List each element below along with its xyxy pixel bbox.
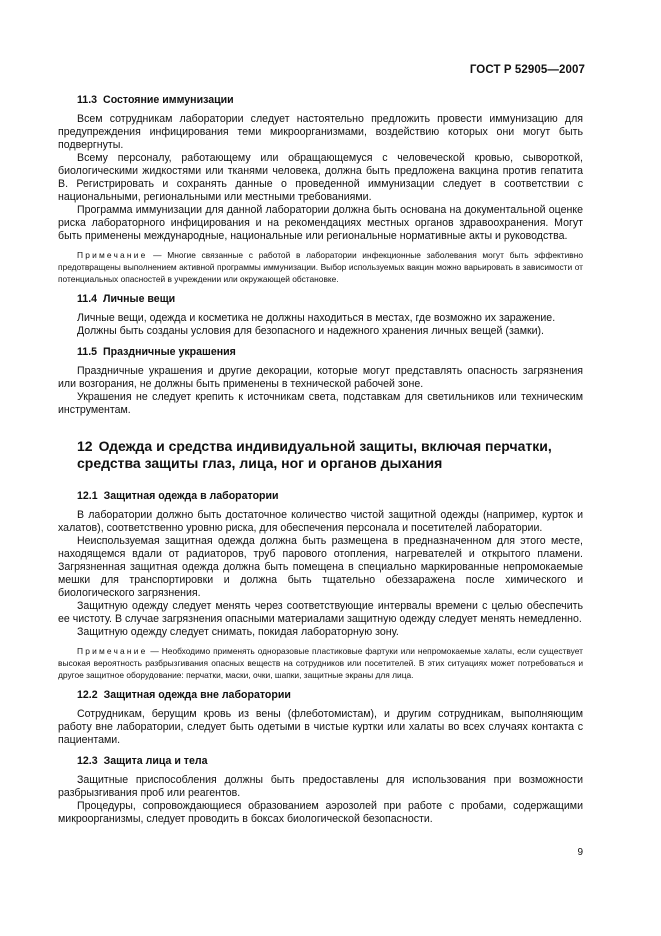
section-number: 11.5	[77, 346, 98, 358]
section-title: Защита лица и тела	[103, 755, 208, 767]
section-number: 12.1	[77, 490, 98, 502]
paragraph: Защитные приспособления должны быть предоставлены для использования при возможности разбрызгивания проб или реагентов.	[58, 774, 583, 799]
page-content	[58, 94, 583, 826]
section-title-line: Одежда и средства индивидуальной защиты, включая перчатки,	[98, 438, 552, 454]
paragraph: Должны быть созданы условия для безопасного и надежного хранения личных вещей (замки).	[77, 325, 545, 337]
note	[58, 249, 583, 285]
section-12-1-heading	[58, 490, 583, 503]
page-number: 9	[577, 847, 583, 858]
section-11-4-heading	[58, 293, 583, 306]
paragraph: Защитную одежду следует снимать, покидая лабораторную зону.	[77, 626, 399, 638]
note-label: Примечание	[77, 250, 148, 260]
section-title: Личные вещи	[103, 293, 176, 305]
paragraph: Процедуры, сопровождающиеся образованием аэрозолей при работе с пробами, содержащими микроорганизмы, следует проводить в боксах биологической безопасности.	[58, 800, 583, 825]
section-11-3-heading	[58, 94, 583, 107]
paragraph: Украшения не следует крепить к источникам света, подставкам для светильников или техническим инструментам.	[58, 391, 583, 416]
section-number: 12.3	[77, 755, 98, 767]
paragraph: Программа иммунизации для данной лаборатории должна быть основана на документальной оценке риска лабораторного инфицирования и на рекомендациях местных органов здравоохранения. Могут быть применены международные, национальные или региональные нормативные акты и руководства.	[58, 204, 583, 242]
section-12-heading	[58, 438, 583, 472]
note-text: — Многие связанные с работой в лаборатории инфекционные заболевания могут быть эффективно предотвращены выполнением активной программы иммунизации. Выбор используемых вакцин можно варьировать в зависимости от потенциальных опасностей в учреждении или окружающей обстановке.	[58, 250, 583, 284]
paragraph: Личные вещи, одежда и косметика не должны находиться в местах, где возможно их заражение.	[77, 312, 556, 324]
section-number: 12.2	[77, 689, 98, 701]
section-11-5-heading	[58, 346, 583, 359]
section-title-line: средства защиты глаз, лица, ног и органов дыхания	[77, 455, 443, 471]
section-title: Состояние иммунизации	[103, 94, 234, 106]
section-12-3-heading	[58, 755, 583, 768]
section-title: Праздничные украшения	[103, 346, 236, 358]
paragraph: Праздничные украшения и другие декорации, которые могут представлять опасность загрязнения или возгорания, не должны быть применены в технической рабочей зоне.	[58, 365, 583, 390]
section-12-2-heading	[58, 689, 583, 702]
section-number: 12	[77, 438, 93, 454]
paragraph: Всем сотрудникам лаборатории следует настоятельно предложить провести иммунизацию для предупреждения инфицирования теми микроорганизмами, воздействию которых они могут быть подвергнуты.	[58, 113, 583, 151]
paragraph: Сотрудникам, берущим кровь из вены (флеботомистам), и другим сотрудникам, выполняющим работу вне лаборатории, следует быть одетыми в чистые куртки или халаты во всех случаях контакта с пациентами.	[58, 708, 583, 746]
note	[58, 645, 583, 681]
paragraph: Неиспользуемая защитная одежда должна быть размещена в предназначенном для этого месте, находящемся вдали от радиаторов, труб парового отопления, нагревателей и открытого пламени. Загрязненная защитная одежда должна быть помещена в специально маркированные непромокаемые мешки для транспортировки и должна быть тщательно обеззаражена после химического и биологического загрязнения.	[58, 535, 583, 599]
section-title: Защитная одежда вне лаборатории	[103, 689, 291, 701]
note-text: — Необходимо применять одноразовые пластиковые фартуки или непромокаемые халаты, если существует высокая вероятность разбрызгивания опасных веществ на сотрудников или посетителей. В этих ситуациях может потребоваться и другое защитное оборудование: перчатки, маски, очки, шапки, защитные экраны для лица.	[58, 646, 583, 680]
section-title: Защитная одежда в лаборатории	[103, 490, 279, 502]
note-label: Примечание	[77, 646, 148, 656]
paragraph: В лаборатории должно быть достаточное количество чистой защитной одежды (например, курток и халатов), соответственно уровню риска, для обеспечения персонала и посетителей лаборатории.	[58, 509, 583, 534]
section-number: 11.4	[77, 293, 98, 305]
paragraph: Защитную одежду следует менять через соответствующие интервалы времени с целью обеспечить ее чистоту. В случае загрязнения опасными материалами защитную одежду следует менять немедленно.	[58, 600, 583, 625]
standard-header: ГОСТ Р 52905—2007	[469, 64, 585, 76]
section-number: 11.3	[77, 94, 98, 106]
paragraph: Всему персоналу, работающему или обращающемуся с человеческой кровью, сывороткой, биологическими жидкостями или тканями человека, должна быть предложена вакцина против гепатита В. Регистрировать и сохранять данные о проведенной иммунизации следует в соответствии с национальными, региональными или местными требованиями.	[58, 152, 583, 203]
